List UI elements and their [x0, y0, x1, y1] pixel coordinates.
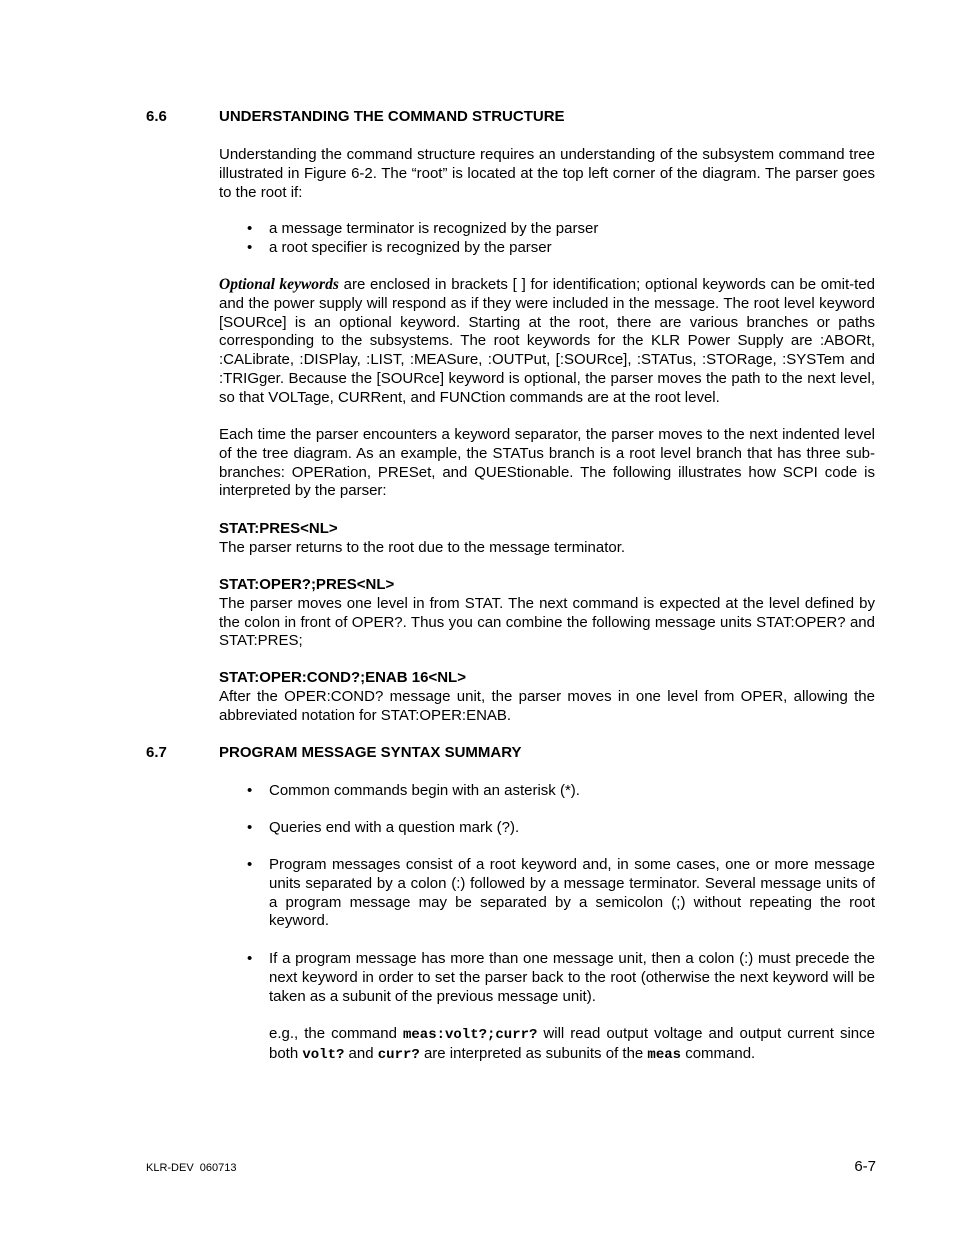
- example-command: STAT:PRES<NL>: [219, 520, 338, 537]
- section-title: PROGRAM MESSAGE SYNTAX SUMMARY: [219, 744, 522, 761]
- section-number: 6.6: [146, 108, 167, 125]
- optional-keywords-term: Optional keywords: [219, 276, 339, 293]
- example-text: The parser moves one level in from STAT. The next command is expected at the level defined by the colon in front of OPER?. Thus you can combine the following message units STAT:OPER? and STAT:PRES;: [219, 594, 875, 650]
- example-text: The parser returns to the root due to the message terminator.: [219, 538, 626, 556]
- separator-paragraph: Each time the parser encounters a keyword separator, the parser moves to the next indented level of the tree diagram. As an example, the STATus branch is a root level branch that has three sub-branches: OPERation, PRESet, and QUEStionable. The following illustrates how SCPI code is interpreted by the parser:: [219, 426, 875, 500]
- example-block: [219, 669, 875, 725]
- footer-doc-id: KLR-DEV 060713: [146, 1162, 237, 1174]
- bullet-dot-icon: •: [247, 782, 253, 799]
- bullet-dot-icon: •: [247, 950, 253, 967]
- bullet-item: • Common commands begin with an asterisk (*).: [247, 782, 580, 799]
- bullet-dot-icon: •: [247, 856, 253, 873]
- section-title: UNDERSTANDING THE COMMAND STRUCTURE: [219, 108, 565, 125]
- intro-paragraph: Understanding the command structure requires an understanding of the subsystem command tree illustrated in Figure 6-2. The “root” is located at the top left corner of the diagram. The parser goes to the root if:: [219, 146, 875, 201]
- bullet-item: • a message terminator is recognized by the parser: [247, 220, 599, 237]
- example-block: [219, 520, 875, 558]
- bullet-item: • Queries end with a question mark (?).: [247, 819, 520, 836]
- code-snippet: volt?: [302, 1046, 345, 1063]
- footer-page-number: 6-7: [854, 1158, 876, 1175]
- section-6-7-heading: [146, 744, 522, 761]
- bullet-item: • a root specifier is recognized by the parser: [247, 239, 552, 256]
- example-command: STAT:OPER:COND?;ENAB 16<NL>: [219, 669, 466, 686]
- example-text: After the OPER:COND? message unit, the parser moves in one level from OPER, allowing the abbreviated notation for STAT:OPER:ENAB.: [219, 687, 875, 724]
- optional-keywords-paragraph: Optional keywords are enclosed in brackets [ ] for identification; optional keywords can be omit-ted and the power supply will respond as if they were included in the message. The root level keyword [SOURce] is an optional keyword. Starting at the root, there are various branches or paths corresponding to the subsystems. The root keywords for the KLR Power Supply are :ABORt, :CALibrate, :DISPlay, :LIST, :MEASure, :OUTPut, [:SOURce], :STATus, :STORage, :SYSTem and :TRIGger. Because the [SOURce] keyword is optional, the parser moves the path to the next level, so that VOLTage, CURRent, and FUNCtion commands are at the root level.: [219, 276, 875, 406]
- bullet-item: • Program messages consist of a root keyword and, in some cases, one or more message units separated by a colon (:) followed by a message terminator. Several message units of a program message may be separated by a semicolon (;) without repeating the root keyword.: [247, 856, 875, 930]
- example-block: [219, 576, 875, 651]
- section-6-6-heading: [146, 108, 565, 125]
- code-snippet: meas: [647, 1046, 682, 1063]
- bullet-dot-icon: •: [247, 819, 253, 836]
- bullet-dot-icon: •: [247, 220, 253, 237]
- section-number: 6.7: [146, 744, 167, 761]
- example-note: e.g., the command meas:volt?;curr? will read output voltage and output current since both volt? and curr? are interpreted as subunits of the meas command.: [269, 1025, 875, 1063]
- bullet-item: • If a program message has more than one message unit, then a colon (:) must precede the next keyword in order to set the parser back to the root (otherwise the next keyword will be taken as a subunit of the previous message unit).: [247, 950, 875, 1005]
- code-snippet: curr?: [377, 1046, 420, 1063]
- code-snippet: meas:volt?;curr?: [402, 1027, 538, 1043]
- bullet-dot-icon: •: [247, 239, 253, 256]
- example-command: STAT:OPER?;PRES<NL>: [219, 576, 395, 593]
